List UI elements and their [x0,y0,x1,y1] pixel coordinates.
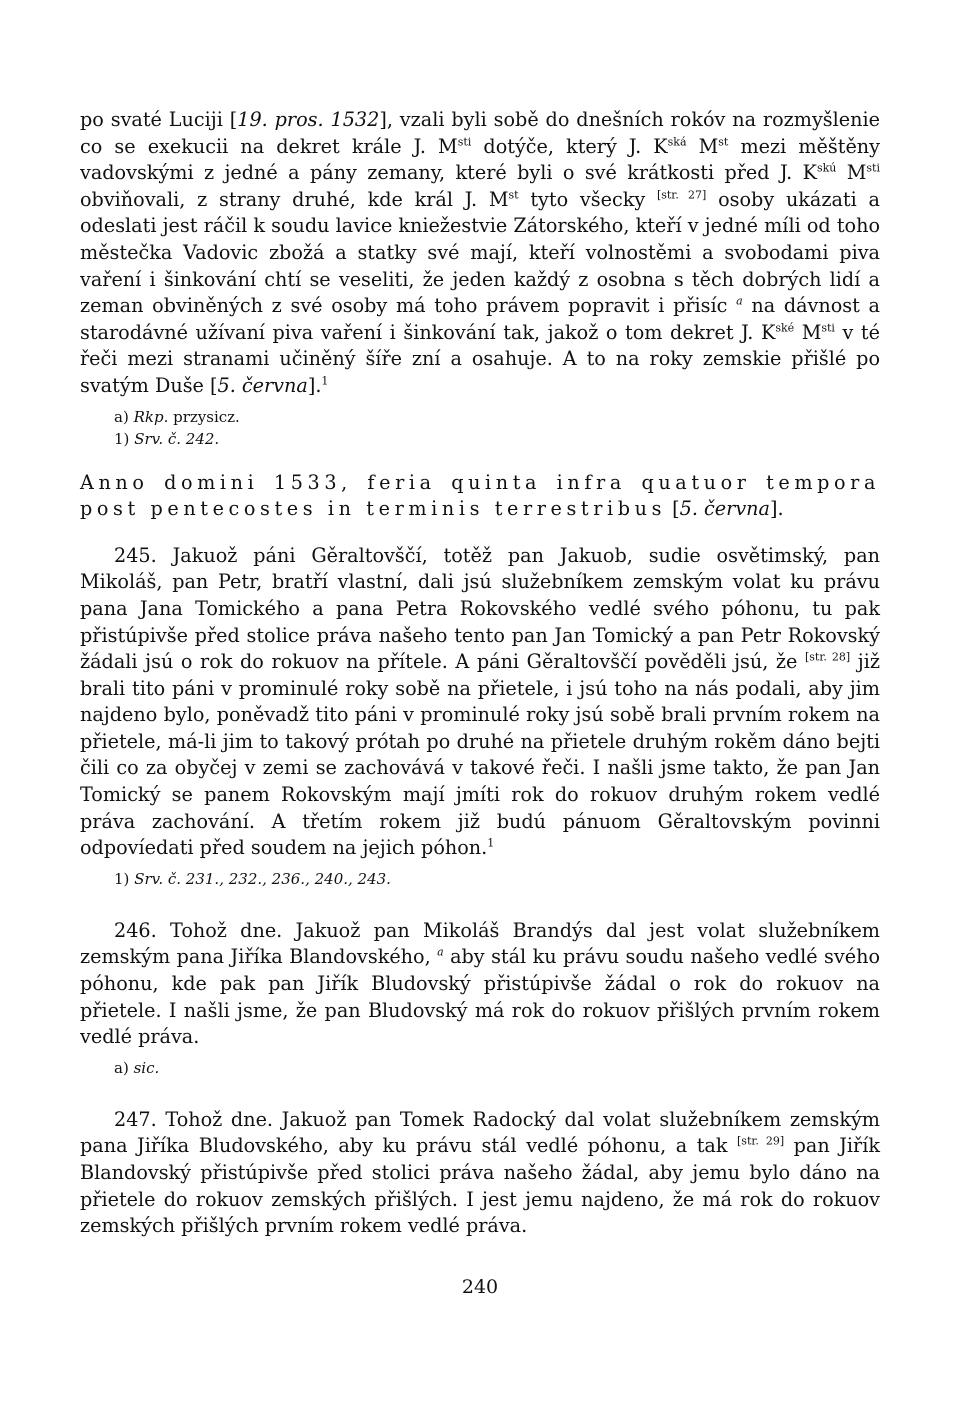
page-marker: [str. 28] [805,650,851,664]
paragraph-intro: po svaté Luciji [19. pros. 1532], vzali byli sobě do dnešních rokóv na rozmyšlenie co se exekucii na dekret krále J. $M^{sti}$ dotýče, který J. $K^{ská}$ Mst mezi měštěny vadovskými z jedné a pány zemany, které byli o své krátkosti před J. $K^{skú}$ $M^{sti}$ obviňovali, z strany druhé, kde král J. Mst tyto všecky [str. 27] osoby ukázati a odeslati jest ráčil k soudu lavice kniežestvie Zátorského, kteří v jedné míli od toho městečka Vadovic zbožá a statky své mají, kteří volnostěmi a svobodami piva vaření i šinkování chtí se veseliti, že jeden každý z osobna s těch dobrých lidí a zeman obviněných z své osoby má toho právem popravit i přisíc $^a$ na dávnost a starodávné užívaní piva vaření i šinkování tak, jakož o tom dekret J. $K^{ské}$ $M^{sti}$ v té řeči mezi stranami učiněný šíře zní a osahuje. A to na roky zemskie přišlé po svatým Duše [5. června].$^1$ [80,108,880,397]
document-page [80,107,880,1300]
entry-247: 247. Tohož dne. Jakuož pan Tomek Radocký dal volat služebníkem zemským pana Jiříka Bludovského, aby ku právu stál vedlé póhonu, a tak [str. 29] pan Jiřík Blandovský přistúpivše před stolici práva našeho žádal, aby jemu bylo dáno na přietele do rokuov zemských přišlých. I jest jemu najdeno, že má rok do rokuov zemských přišlých prvním rokem vedlé práva. [80,1107,880,1238]
page-marker: [str. 29] [737,1135,785,1149]
footnote-1: 1) Srv. č. 242. [114,429,220,448]
entry-245: 245. Jakuož páni Gěraltovščí, totěž pan Jakuob, sudie osvětimský, pan Mikoláš, pan Petr, bratří vlastní, dali jsú služebníkem zemským volat ku právu pana Jana Tomického a pana Petra Rokovského vedlé svého póhonu, tu pak přistúpivše před stolice práva našeho tento pan Jan Tomický a pan Petr Rokovský žádali jsú o rok do rokuov na přítele. A páni Gěraltovščí pověděli jsú, že [str. 28] již brali tito páni v prominulé roky sobě na přietele, i jsú toho na nás podali, aby jim najdeno bylo, poněvadž tito páni v prominulé roky jsú sobě brali prvním rokem na přietele, má-li jim to takový prótah po druhé na přietele druhým rokěm dáno bejti čili co za obyčej v zemi se zachovává v takové řeči. I našli jsme takto, že pan Jan Tomický se panem Rokovským mají jmíti rok do rokuov druhým rokem vedlé práva zachování. A třetím rokem již budú pánuom Gěraltovským povinni odpovíedati před soudem na jejich póhon.$^1$ [80,543,880,860]
footnote-246: a) sic. [114,1058,160,1077]
page-marker: [str. 27] [656,188,707,202]
entry-246: 246. Tohož dne. Jakuož pan Mikoláš Brandýs dal jest volat služebníkem zemským pana Jiříka Blandovského, $^a$ aby stál ku právu soudu našeho vedlé svého póhonu, kde pak pan Jiřík Bludovský přistúpivše žádal o rok do rokuov na přietele. I našli jsme, že pan Bludovský má rok do rokuov přišlých prvním rokem vedlé práva. [80,918,880,1049]
footnote-a: a) Rkp. przysicz. [114,407,240,426]
page-number: 240 [461,1275,499,1298]
footnote-245: 1) Srv. č. 231., 232., 236., 240., 243. [114,869,391,888]
section-heading: Anno domini 1533, feria quinta infra quatuor tempora post pentecostes in terminis terrestribus [5. června]. [80,470,880,521]
